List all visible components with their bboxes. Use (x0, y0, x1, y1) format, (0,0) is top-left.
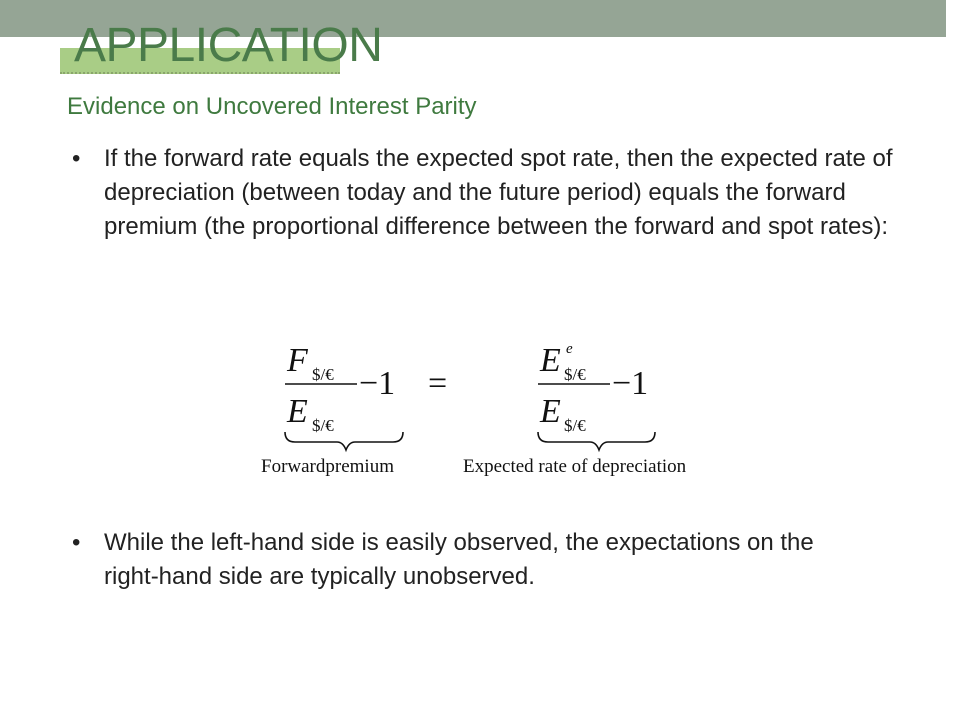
expected-depreciation-label: Expected rate of depreciation (463, 456, 687, 477)
forward-premium-fraction (285, 342, 357, 435)
right-numerator-superscript: e (566, 341, 573, 357)
bullet-point (72, 142, 904, 244)
right-denominator: E (540, 393, 561, 430)
left-denominator: E (287, 393, 308, 430)
slide-subtitle: Evidence on Uncovered Interest Parity (67, 93, 477, 120)
slide-title: APPLICATION (74, 19, 383, 72)
left-denominator-subscript: $/€ (312, 416, 334, 435)
left-numerator: F (287, 342, 308, 379)
parity-formula (255, 330, 745, 480)
bullet-marker: • (72, 145, 81, 172)
left-numerator-subscript: $/€ (312, 365, 334, 384)
bullet-text: While the left-hand side is easily observed, the expectations on the right-hand side are typically unobserved. (104, 529, 814, 590)
bullet-point (72, 526, 844, 594)
right-minus-one: −1 (612, 365, 649, 402)
left-minus-one: −1 (359, 365, 396, 402)
right-numerator-subscript: $/€ (564, 365, 586, 384)
formula-graphic (255, 330, 745, 480)
left-underbrace (285, 432, 403, 450)
forward-premium-label: Forwardpremium (261, 456, 394, 477)
right-numerator: E (540, 342, 561, 379)
equals-sign: = (428, 365, 448, 402)
bullet-marker: • (72, 529, 81, 556)
right-underbrace (538, 432, 655, 450)
expected-depreciation-fraction (538, 341, 610, 435)
bullet-text: If the forward rate equals the expected spot rate, then the expected rate of depreciation (between today and the future period) equals the forward premium (the proportional difference between the forward and spot rates): (104, 145, 893, 240)
right-denominator-subscript: $/€ (564, 416, 586, 435)
